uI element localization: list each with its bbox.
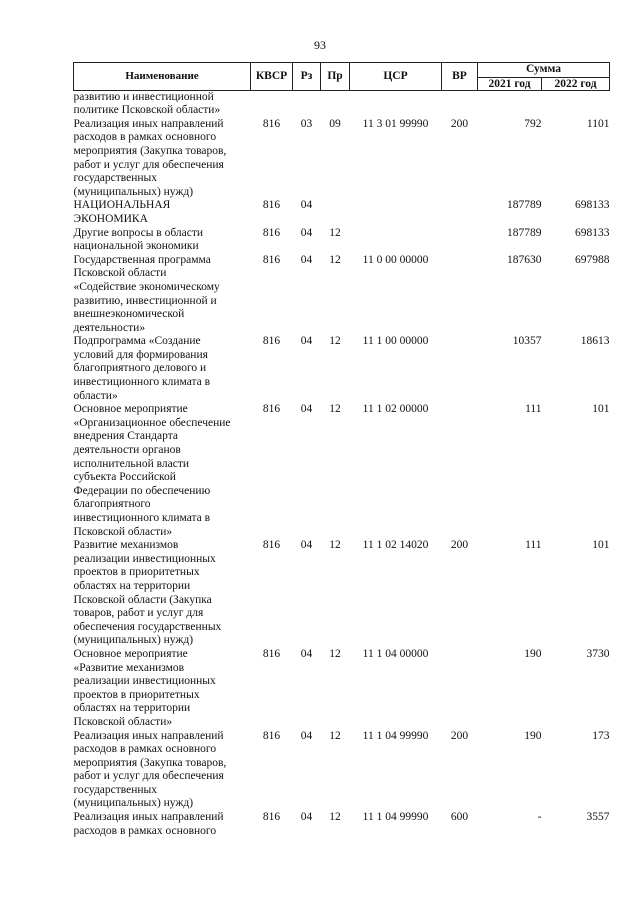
row-name-line: Государственная программа <box>73 253 211 266</box>
row-s2022-cell: 698133 <box>575 199 610 212</box>
row-pr-cell: 12 <box>329 729 341 742</box>
table-row <box>74 539 610 648</box>
row-kvsr-cell: 816 <box>262 253 281 266</box>
row-name-line: государственных <box>73 783 158 796</box>
row-rz-cell: 04 <box>300 811 313 824</box>
row-name-line: благоприятного делового и <box>73 362 207 375</box>
row-name-line: областях на территории <box>73 579 191 592</box>
row-name-line: государственных <box>73 172 158 185</box>
row-s2021-cell: 111 <box>525 539 542 552</box>
row-s2021-cell: - <box>537 811 542 824</box>
row-name-line: субъекта Российской <box>73 471 176 484</box>
row-name-cell <box>74 227 251 254</box>
row-pr-cell: 12 <box>329 811 341 824</box>
row-csr-cell: 11 1 02 14020 <box>362 539 429 552</box>
row-rz-cell: 04 <box>300 647 313 660</box>
row-name-line: мероприятия (Закупка товаров, <box>73 144 227 157</box>
row-name-line: областях на территории <box>73 702 191 715</box>
row-name-line: работ и услуг для обеспечения <box>73 770 224 783</box>
row-kvsr-cell: 816 <box>262 647 281 660</box>
row-s2021-cell: 190 <box>524 729 542 742</box>
budget-table <box>73 62 610 838</box>
row-pr-cell: 12 <box>329 335 341 348</box>
table-row <box>74 90 610 118</box>
row-name-line: инвестиционного климата в <box>73 376 211 389</box>
row-vr-cell: 200 <box>450 117 469 130</box>
row-pr-cell: 12 <box>329 226 341 239</box>
row-s2022-cell: 3730 <box>586 647 610 660</box>
row-s2022-cell: 697988 <box>575 253 610 266</box>
row-name-cell <box>74 335 251 403</box>
row-csr-cell: 11 1 02 00000 <box>362 403 429 416</box>
row-name-line: реализации инвестиционных <box>73 675 216 688</box>
table-row <box>74 335 610 403</box>
row-vr-cell: 600 <box>450 811 469 824</box>
row-name-line: расходов в рамках основного <box>73 131 217 144</box>
row-name-line: развитию и инвестиционной <box>73 90 214 103</box>
row-csr-cell: 11 1 04 00000 <box>362 647 429 660</box>
row-name-line: мероприятия (Закупка товаров, <box>73 756 227 769</box>
row-s2021-cell: 187789 <box>507 199 542 212</box>
row-csr-cell <box>350 90 442 118</box>
row-s2022-cell: 101 <box>592 539 610 552</box>
row-csr-cell: 11 1 00 00000 <box>362 335 429 348</box>
table-row <box>74 730 610 812</box>
header-2022: 2022 год <box>542 77 610 90</box>
row-name-line: деятельности» <box>73 321 146 334</box>
table-row <box>74 227 610 254</box>
row-s2021-cell: 792 <box>524 117 542 130</box>
row-kvsr-cell: 816 <box>262 811 281 824</box>
header-rz: Рз <box>293 63 321 91</box>
row-s2021-cell <box>478 90 542 118</box>
row-s2022-cell: 698133 <box>575 226 610 239</box>
row-name-line: Подпрограмма «Создание <box>73 335 201 348</box>
row-kvsr-cell: 816 <box>262 539 281 552</box>
row-rz-cell: 04 <box>300 729 313 742</box>
row-name-line: расходов в рамках основного <box>73 824 217 837</box>
table-body <box>74 90 610 838</box>
row-name-line: (муниципальных) нужд) <box>73 185 194 198</box>
table-row <box>74 403 610 539</box>
table-row <box>74 254 610 336</box>
row-vr-cell: 200 <box>450 729 469 742</box>
row-s2021-cell: 111 <box>525 403 542 416</box>
row-s2022-cell: 101 <box>592 403 610 416</box>
row-kvsr-cell: 816 <box>262 199 281 212</box>
row-name-cell <box>74 118 251 200</box>
row-s2022-cell: 173 <box>592 729 610 742</box>
header-csr: ЦСР <box>350 63 442 91</box>
row-pr-cell <box>321 199 350 226</box>
row-name-line: Псковской области <box>73 267 167 280</box>
row-s2021-cell: 10357 <box>512 335 542 348</box>
row-name-line: товаров, работ и услуг для <box>73 607 204 620</box>
row-name-line: «Содействие экономическому <box>73 280 220 293</box>
row-vr-cell <box>442 335 478 403</box>
row-kvsr-cell: 816 <box>262 335 281 348</box>
row-name-cell <box>74 730 251 812</box>
row-kvsr-cell: 816 <box>262 729 281 742</box>
row-kvsr-cell: 816 <box>262 117 281 130</box>
row-kvsr-cell <box>251 90 293 118</box>
row-vr-cell <box>442 254 478 336</box>
row-name-line: Псковской области (Закупка <box>73 593 212 606</box>
row-vr-cell <box>442 199 478 226</box>
row-name-line: Псковской области» <box>73 715 173 728</box>
row-name-line: Реализация иных направлений <box>73 811 224 824</box>
row-s2022-cell <box>542 90 610 118</box>
row-name-line: условий для формирования <box>73 348 208 361</box>
header-vr: ВР <box>442 63 478 91</box>
row-csr-cell: 11 1 04 99990 <box>362 811 429 824</box>
row-name-line: «Организационное обеспечение <box>73 416 231 429</box>
row-name-line: внешнеэкономической <box>73 308 185 321</box>
header-kvsr: КВСР <box>251 63 293 91</box>
row-pr-cell: 12 <box>329 253 341 266</box>
row-csr-cell <box>350 227 442 254</box>
row-name-line: Реализация иных направлений <box>73 729 224 742</box>
row-vr-cell: 200 <box>450 539 469 552</box>
row-name-line: деятельности органов <box>73 444 181 457</box>
row-name-line: развитию, инвестиционной и <box>73 294 217 307</box>
row-name-line: НАЦИОНАЛЬНАЯ <box>73 199 171 212</box>
row-rz-cell <box>293 90 321 118</box>
row-name-line: благоприятного <box>73 498 151 511</box>
row-name-line: Реализация иных направлений <box>73 117 224 130</box>
row-rz-cell: 04 <box>300 253 313 266</box>
row-s2022-cell: 18613 <box>580 335 610 348</box>
row-vr-cell <box>442 90 478 118</box>
table-header <box>74 63 610 91</box>
row-s2022-cell: 1101 <box>586 117 610 130</box>
row-name-cell <box>74 648 251 730</box>
row-name-line: Федерации по обеспечению <box>73 484 211 497</box>
row-name-cell <box>74 254 251 336</box>
row-name-line: расходов в рамках основного <box>73 743 217 756</box>
row-csr-cell <box>350 199 442 226</box>
row-name-line: (муниципальных) нужд) <box>73 797 194 810</box>
row-name-cell <box>74 199 251 226</box>
row-rz-cell: 04 <box>300 335 313 348</box>
row-vr-cell <box>442 648 478 730</box>
header-pr: Пр <box>321 63 350 91</box>
table-row <box>74 199 610 226</box>
row-kvsr-cell: 816 <box>262 403 281 416</box>
row-name-line: Основное мероприятие <box>73 403 188 416</box>
row-name-line: ЭКОНОМИКА <box>73 212 148 225</box>
row-name-line: инвестиционного климата в <box>73 512 211 524</box>
row-vr-cell <box>442 227 478 254</box>
row-pr-cell: 12 <box>329 539 341 552</box>
row-name-line: проектов в приоритетных <box>73 688 200 701</box>
row-name-line: Развитие механизмов <box>73 539 179 552</box>
row-vr-cell <box>442 403 478 539</box>
table-row <box>74 648 610 730</box>
row-name-line: политике Псковской области» <box>73 104 221 117</box>
page-number: 93 <box>314 38 326 52</box>
header-sum: Сумма <box>478 63 610 78</box>
row-name-cell <box>74 539 251 648</box>
table-row <box>74 118 610 200</box>
row-kvsr-cell: 816 <box>262 226 281 239</box>
row-name-line: Другие вопросы в области <box>73 226 204 239</box>
row-name-line: проектов в приоритетных <box>73 566 200 579</box>
row-name-line: работ и услуг для обеспечения <box>73 158 224 171</box>
row-name-line: области» <box>73 389 118 402</box>
row-name-line: (муниципальных) нужд) <box>73 634 194 647</box>
row-s2021-cell: 187630 <box>507 253 542 266</box>
row-name-line: «Развитие механизмов <box>73 661 185 674</box>
table-row <box>74 811 610 838</box>
row-pr-cell <box>321 90 350 118</box>
row-csr-cell: 11 3 01 99990 <box>362 117 429 130</box>
row-pr-cell: 09 <box>329 117 341 130</box>
row-pr-cell: 12 <box>329 647 341 660</box>
header-name: Наименование <box>74 63 251 91</box>
row-s2022-cell: 3557 <box>586 811 610 824</box>
row-name-cell <box>74 811 251 838</box>
row-pr-cell: 12 <box>329 403 341 416</box>
row-name-line: реализации инвестиционных <box>73 552 216 565</box>
row-name-line: Псковской области» <box>73 525 173 538</box>
row-rz-cell: 04 <box>300 199 313 212</box>
row-name-cell <box>74 403 251 539</box>
row-s2021-cell: 190 <box>524 647 542 660</box>
row-rz-cell: 04 <box>300 403 313 416</box>
row-name-line: обеспечения государственных <box>73 620 222 633</box>
row-name-cell <box>74 90 251 118</box>
row-s2021-cell: 187789 <box>507 226 542 239</box>
row-name-line: внедрения Стандарта <box>73 430 178 443</box>
row-csr-cell: 11 1 04 99990 <box>362 729 429 742</box>
row-name-line: национальной экономики <box>73 240 199 253</box>
row-name-line: исполнительной власти <box>73 457 190 470</box>
row-rz-cell: 03 <box>300 117 313 130</box>
row-rz-cell: 04 <box>300 226 313 239</box>
header-2021: 2021 год <box>478 77 542 90</box>
row-csr-cell: 11 0 00 00000 <box>362 253 429 266</box>
row-rz-cell: 04 <box>300 539 313 552</box>
row-name-line: Основное мероприятие <box>73 647 188 660</box>
